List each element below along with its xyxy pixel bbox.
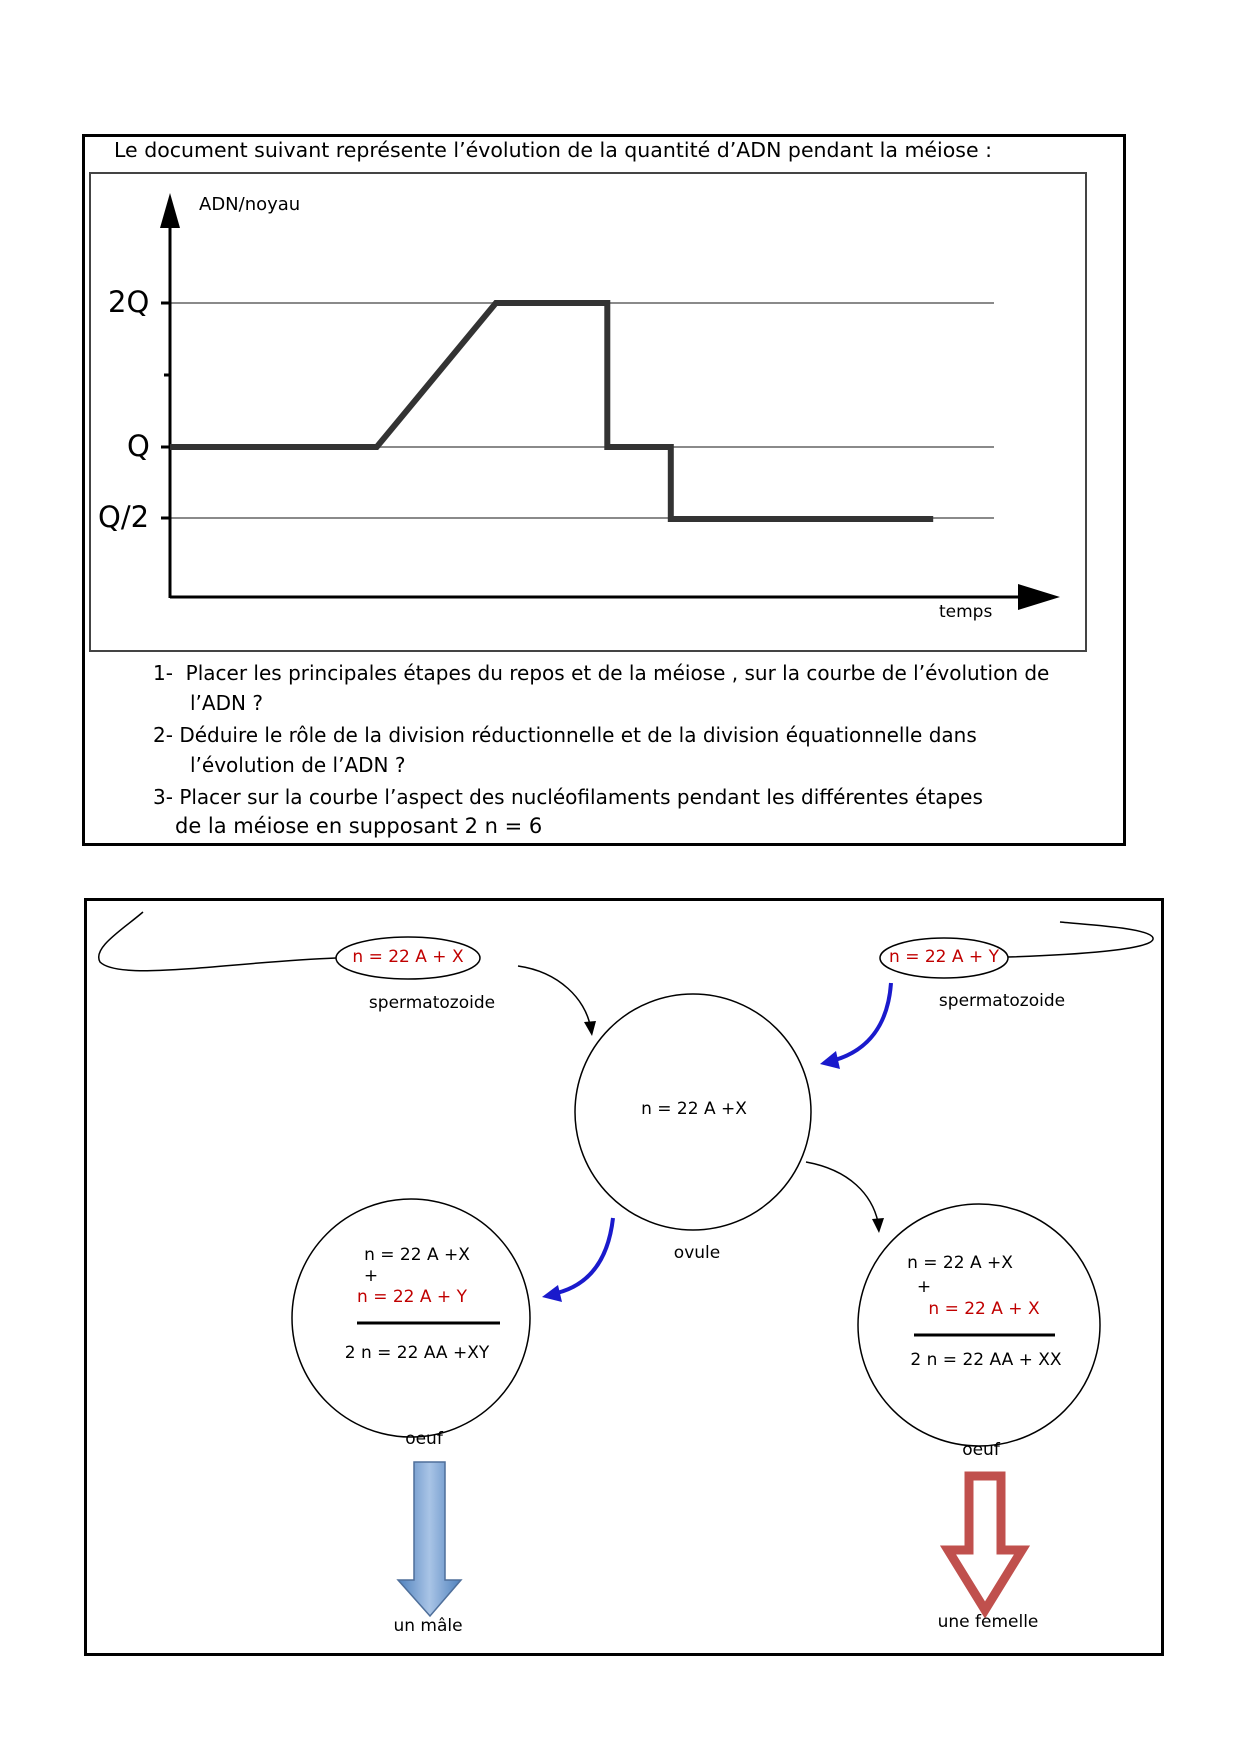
arrow-ovule-to-female-head xyxy=(872,1218,884,1233)
sperm-y-formula: n = 22 A + Y xyxy=(889,947,999,967)
egg-female-line2: n = 22 A + X xyxy=(928,1299,1040,1319)
egg-male-line2: n = 22 A + Y xyxy=(357,1287,467,1307)
sperm-y-tail xyxy=(1008,922,1153,957)
question-1-text: Placer les principales étapes du repos et de la méiose , sur la courbe de l’évolution de xyxy=(185,661,1050,685)
ovule-label: ovule xyxy=(673,1243,721,1263)
egg-male-result: 2 n = 22 AA +XY xyxy=(344,1343,490,1363)
question-1-number: 1- xyxy=(153,661,173,685)
sperm-x-formula: n = 22 A + X xyxy=(352,947,464,967)
y-tick-label-q2: Q/2 xyxy=(98,500,150,534)
egg-female-line1: n = 22 A +X xyxy=(907,1253,1013,1273)
egg-female-plus: + xyxy=(916,1277,932,1297)
arrow-sperm-x-to-ovule xyxy=(518,966,590,1025)
question-3-continuation: de la méiose en supposant 2 n = 6 xyxy=(175,814,543,838)
egg-female-cell xyxy=(858,1204,1100,1446)
male-outcome-label: un mâle xyxy=(393,1616,463,1636)
question-2-number: 2- xyxy=(153,723,173,747)
egg-male-cell xyxy=(292,1199,530,1437)
arrow-sperm-y-to-ovule xyxy=(835,983,891,1060)
male-outcome-arrow xyxy=(398,1462,461,1616)
egg-male-label: oeuf xyxy=(405,1429,443,1449)
egg-female-result: 2 n = 22 AA + XX xyxy=(910,1350,1062,1370)
egg-male-plus: + xyxy=(363,1266,379,1286)
ovule-formula: n = 22 A +X xyxy=(641,1099,747,1119)
arrow-ovule-to-male-head xyxy=(542,1285,562,1302)
sperm-x-tail xyxy=(99,912,336,971)
female-outcome-arrow xyxy=(948,1476,1022,1610)
arrow-sperm-x-to-ovule-head xyxy=(584,1021,596,1036)
sperm-x-label: spermatozoide xyxy=(368,993,496,1013)
exercise-intro: Le document suivant représente l’évolution de la quantité d’ADN pendant la méiose : xyxy=(114,138,992,162)
female-outcome-label: une femelle xyxy=(937,1612,1039,1632)
arrow-ovule-to-female xyxy=(806,1162,878,1222)
y-tick-label-q: Q xyxy=(127,429,150,463)
egg-female-label: oeuf xyxy=(962,1440,1000,1460)
arrow-sperm-y-to-ovule-head xyxy=(820,1051,840,1069)
arrow-ovule-to-male xyxy=(557,1218,613,1293)
question-3-number: 3- xyxy=(153,785,173,809)
y-axis-label: ADN/noyau xyxy=(199,194,301,215)
question-1-continuation: l’ADN ? xyxy=(190,691,263,715)
egg-male-line1: n = 22 A +X xyxy=(364,1245,470,1265)
sperm-y-label: spermatozoide xyxy=(938,991,1066,1011)
x-axis-label: temps xyxy=(939,602,993,622)
question-2-text: Déduire le rôle de la division réductionnelle et de la division équationnelle dans xyxy=(179,723,977,747)
y-tick-label-2q: 2Q xyxy=(108,285,150,319)
question-3-text: Placer sur la courbe l’aspect des nucléofilaments pendant les différentes étapes xyxy=(179,785,983,809)
question-2-continuation: l’évolution de l’ADN ? xyxy=(190,753,406,777)
